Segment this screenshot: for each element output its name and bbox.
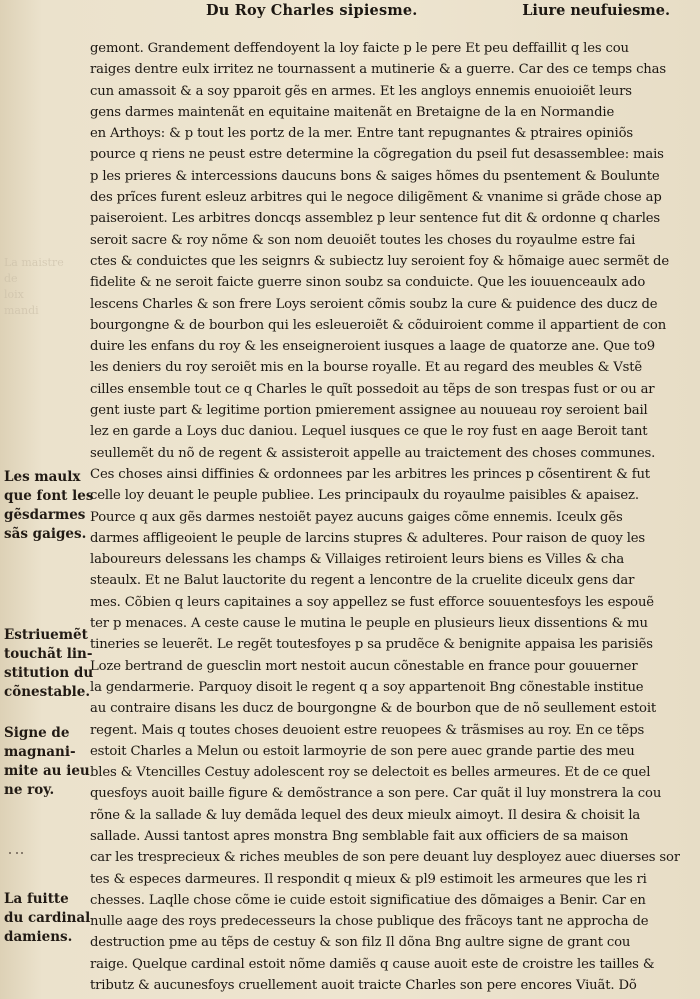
margin-note-line: damiens. [4,929,73,945]
text-line: quesfoys auoit baille figure & demõstrance a son pere. Car quãt il luy monstrera la cou [90,786,662,802]
text-line: p les prieres & intercessions daucuns bons & saiges hõmes du psentement & Boulunte [90,168,660,184]
text-line: regent. Mais q toutes choses deuoient estre reuopees & trãsmises au roy. En ce tẽps [90,722,645,738]
text-line: tineries se leuerẽt. Le regẽt toutesfoyes p sa prudẽce & benignite appaisa les parisiẽs [90,637,653,653]
text-line: au contraire disans les ducz de bourgongne & de bourbon que de nõ seullement estoit [90,701,657,717]
margin-note-line: Estriuemẽt [4,627,88,643]
text-line: seullemẽt du nõ de regent & assisteroit appelle au traictement des choses communes. [90,445,656,461]
margin-note-line: ne roy. [4,782,55,798]
text-line: cun amassoit & a soy pparoit gẽs en armes. Et les angloys ennemis enuoioiẽt leurs [90,83,632,99]
text-line: laboureurs delessans les champs & Villaiges retiroient leurs biens es Villes & cha [90,552,625,568]
book-title: Liure neufuiesme. [522,2,670,19]
text-line: cilles ensemble tout ce q Charles le quĩt possedoit au tẽps de son trespas fust or ou ar [90,381,655,397]
margin-note-line: stitution du [4,665,94,681]
text-line: mes. Cõbien q leurs capitaines a soy appellez se fust efforce souuentesfoys les espouẽ [90,594,654,610]
text-line: lescens Charles & son frere Loys seroient cõmis soubz la cure & puidence des ducz de [90,296,658,312]
text-line: tributz & aucunesfoys cruellement auoit traicte Charles son pere encores Viuãt. Dõ [90,978,637,994]
text-line: bles & Vtencilles Cestuy adolescent roy se delectoit es belles armeures. Et de ce quel [90,765,651,781]
text-line: lez en garde a Loys duc daniou. Lequel iusques ce que le roy fust en aage Beroit tant [90,424,648,440]
text-line: sallade. Aussi tantost apres monstra Bng semblable fait aux officiers de sa maison [90,828,629,844]
text-line: les deniers du roy seroiẽt mis en la bourse royalle. Et au regard des meubles & Vstẽ [90,360,643,376]
text-line: paiseroient. Les arbitres doncqs assemblez p leur sentence fut dit & ordonne q charles [90,211,661,227]
text-line: ter p menaces. A ceste cause le mutina le peuple en plusieurs lieux dissentions & mu [90,616,648,632]
text-line: rõne & la sallade & luy demãda lequel des deux mieulx aimoyt. Il desira & choisit la [90,807,641,823]
text-line: chesses. Laqlle chose cõme ie cuide estoit significatiue des dõmaiges a Benir. Car en [90,892,646,908]
bleed-through-line: La maistre [4,256,64,269]
bleed-through-text [4,255,64,319]
margin-note-line: La fuitte [4,891,69,907]
margin-note-magnanimite [4,724,90,800]
margin-note-line: magnani- [4,744,76,760]
text-line: la gendarmerie. Parquoy disoit le regent q a soy appartenoit Bng cõnestable institue [90,679,644,695]
page-header [0,2,700,24]
text-line: destruction pme au tẽps de cestuy & son filz Il dõna Bng aultre signe de grant cou [90,935,631,951]
text-line: gemont. Grandement deffendoyent la loy faicte p le pere Et peu deffaillit q les cou [90,41,629,56]
main-text-block [90,38,680,996]
margin-note-connestable [4,626,93,702]
margin-note-line: touchãt lin- [4,646,93,662]
text-line: gent iuste part & legitime portion pmierement assignee au nouueau roy seroient bail [90,403,648,419]
text-line: en Arthoys: & p tout les portz de la mer. Entre tant repugnantes & ptraires opiniõs [90,126,634,142]
text-line: des prĩces furent esleuz arbitres qui le negoce diligẽment & vnanime si grãde chose ap [90,190,662,206]
text-line: gens darmes maintenãt en equitaine maitenãt en Bretaigne de la en Normandie [90,104,615,120]
margin-note-line: Les maulx [4,469,81,485]
text-line: steaulx. Et ne Balut lauctorite du regent a lencontre de la cruelite diceulx gens dar [90,573,635,589]
margin-note-line: du cardinal [4,910,91,926]
text-line: bourgongne & de bourbon qui les esleueroiẽt & cõduiroient comme il appartient de con [90,317,667,333]
margin-note-fuite-cardinal [4,890,90,947]
text-line: tes & especes darmeures. Il respondit q mieux & pl9 estimoit les armeures que les ri [90,871,647,887]
text-line: ctes & conduictes que les seignrs & subiectz luy seroient foy & hõmaige auec sermẽt de [90,253,669,269]
margin-note-line: sãs gaiges. [4,526,87,542]
margin-note-line: Signe de [4,725,70,741]
text-line: nulle aage des roys predecesseurs la chose publique des frãcoys tant ne approcha de [90,914,649,930]
text-line: pource q riens ne peust estre determine la cõgregation du pseil fut desassemblee: mais [90,147,664,163]
ink-speck [9,852,23,856]
text-line: duire les enfans du roy & les enseigneroient iusques a laage de quatorze ane. Que to9 [90,339,655,355]
text-line: fidelite & ne seroit faicte guerre sinon soubz sa conduicte. Que les iouuenceaulx ado [90,275,646,291]
text-line: Loze bertrand de guesclin mort nestoit aucun cõnestable en france pour gouuerner [90,658,638,674]
text-line: raiges dentre eulx irritez ne tournassent a mutinerie & a guerre. Car des ce temps chas [90,62,666,78]
margin-note-line: que font les [4,488,94,504]
text-line: Ces choses ainsi diffinies & ordonnees par les arbitres les princes p cõsentirent & fut [90,466,650,482]
margin-note-line: cõnestable. [4,684,91,700]
bleed-through-line: mandi [4,304,39,317]
text-line: estoit Charles a Melun ou estoit larmoyrie de son pere auec grande partie des meu [90,743,635,759]
margin-note-line: gẽsdarmes [4,507,86,523]
text-line: raige. Quelque cardinal estoit nõme damiẽs q cause auoit este de croistre les tailles & [90,956,655,972]
margin-note-maux-gens-armes [4,468,93,544]
bleed-through-line: loix [4,288,24,301]
bleed-through-line: de [4,272,18,285]
margin-note-line: mite au ieu [4,763,90,779]
running-head: Du Roy Charles sipiesme. [206,2,418,19]
text-line: car les tresprecieux & riches meubles de son pere deuant luy desployez auec diuerses sor [90,850,680,866]
text-line: celle loy deuant le peuple publiee. Les principaulx du royaulme paisibles & apaisez. [90,488,639,504]
text-line: seroit sacre & roy nõme & son nom deuoiẽt toutes les choses du royaulme estre fai [90,232,636,248]
text-line: Pource q aux gẽs darmes nestoiẽt payez aucuns gaiges cõme ennemis. Iceulx gẽs [90,509,623,525]
text-line: darmes affligeoient le peuple de larcins stupres & adulteres. Pour raison de quoy les [90,530,646,546]
